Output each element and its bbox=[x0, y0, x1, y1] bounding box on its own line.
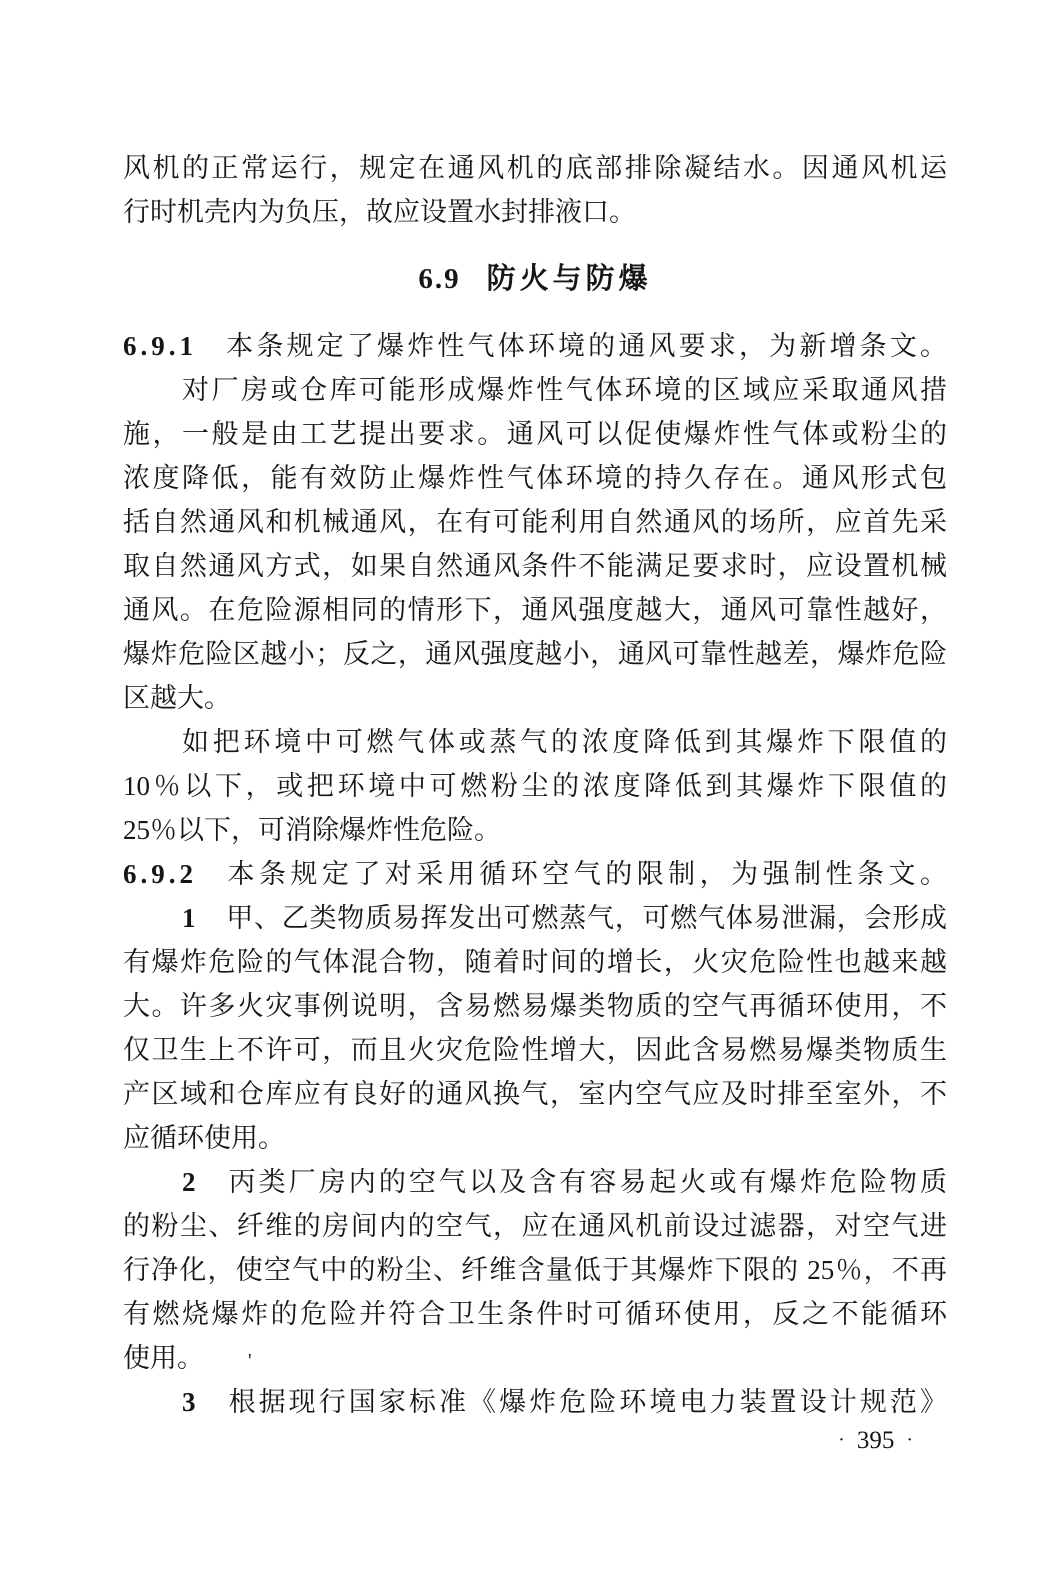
line-text: 使用。 bbox=[123, 1343, 204, 1373]
body-line: 有燃烧爆炸的危险并符合卫生条件时可循环使用，反之不能循环 bbox=[123, 1299, 947, 1329]
body-line: 对厂房或仓库可能形成爆炸性气体环境的区域应采取通风措 bbox=[182, 375, 947, 405]
item-number: 2 bbox=[182, 1167, 200, 1197]
item-number: 3 bbox=[182, 1387, 200, 1417]
body-line: 区越大。 bbox=[123, 683, 231, 713]
body-line: 仅卫生上不许可，而且火灾危险性增大，因此含易燃易爆类物质生 bbox=[123, 1035, 947, 1065]
line-text: 根据现行国家标准《爆炸危险环境电力装置设计规范》 bbox=[225, 1387, 947, 1417]
body-line: 行净化，使空气中的粉尘、纤维含量低于其爆炸下限的 25％，不再 bbox=[123, 1255, 947, 1285]
page-dot: · bbox=[906, 1429, 913, 1451]
clause-number: 6.9.1 bbox=[123, 331, 197, 361]
line-text: 丙类厂房内的空气以及含有容易起火或有爆炸危险物质 bbox=[225, 1167, 947, 1197]
body-line: 行时机壳内为负压，故应设置水封排液口。 bbox=[123, 197, 636, 227]
body-line bbox=[123, 1160, 947, 1204]
body-line: 施，一般是由工艺提出要求。通风可以促使爆炸性气体或粉尘的 bbox=[123, 419, 947, 449]
section-title: 防火与防爆 bbox=[486, 263, 652, 295]
line-text: 本条规定了对采用循环空气的限制，为强制性条文。 bbox=[223, 859, 947, 889]
body-line bbox=[123, 1380, 947, 1424]
body-line: 风机的正常运行，规定在通风机的底部排除凝结水。因通风机运 bbox=[123, 153, 947, 183]
body-line: 大。许多火灾事例说明，含易燃易爆类物质的空气再循环使用，不 bbox=[123, 991, 947, 1021]
section-heading bbox=[123, 257, 947, 301]
body-line: 通风。在危险源相同的情形下，通风强度越大，通风可靠性越好， bbox=[123, 595, 947, 625]
stray-mark: ' bbox=[248, 1350, 252, 1372]
item-number: 1 bbox=[182, 903, 200, 933]
body-line: 如把环境中可燃气体或蒸气的浓度降低到其爆炸下限值的 bbox=[182, 727, 947, 757]
body-line bbox=[123, 1336, 947, 1380]
page-number bbox=[123, 1424, 925, 1456]
intro-paragraph bbox=[123, 146, 947, 234]
body-line: 浓度降低，能有效防止爆炸性气体环境的持久存在。通风形式包 bbox=[123, 463, 947, 493]
line-text: 甲、乙类物质易挥发出可燃蒸气，可燃气体易泄漏，会形成 bbox=[225, 903, 947, 933]
body-line: 产区域和仓库应有良好的通风换气，室内空气应及时排至室外，不 bbox=[123, 1079, 947, 1109]
section-number: 6.9 bbox=[418, 263, 461, 295]
body-line: 25％以下，可消除爆炸性危险。 bbox=[123, 815, 501, 845]
line-text: 本条规定了爆炸性气体环境的通风要求，为新增条文。 bbox=[223, 331, 947, 361]
clause-number: 6.9.2 bbox=[123, 859, 197, 889]
body-line: 有爆炸危险的气体混合物，随着时间的增长，火灾危险性也越来越 bbox=[123, 947, 947, 977]
page-dot: · bbox=[838, 1429, 845, 1451]
body-line bbox=[123, 896, 947, 940]
body-line bbox=[123, 852, 947, 896]
body-line: 括自然通风和机械通风，在有可能利用自然通风的场所，应首先采 bbox=[123, 507, 947, 537]
body-line: 取自然通风方式，如果自然通风条件不能满足要求时，应设置机械 bbox=[123, 551, 947, 581]
body-line: 10％以下，或把环境中可燃粉尘的浓度降低到其爆炸下限值的 bbox=[123, 771, 947, 801]
body-line: 的粉尘、纤维的房间内的空气，应在通风机前设过滤器，对空气进 bbox=[123, 1211, 947, 1241]
body-line: 爆炸危险区越小；反之，通风强度越小，通风可靠性越差，爆炸危险 bbox=[123, 639, 947, 669]
body-line: 应循环使用。 bbox=[123, 1123, 285, 1153]
page-number-value: 395 bbox=[856, 1427, 895, 1454]
body-text bbox=[123, 324, 947, 1424]
body-line bbox=[123, 324, 947, 368]
